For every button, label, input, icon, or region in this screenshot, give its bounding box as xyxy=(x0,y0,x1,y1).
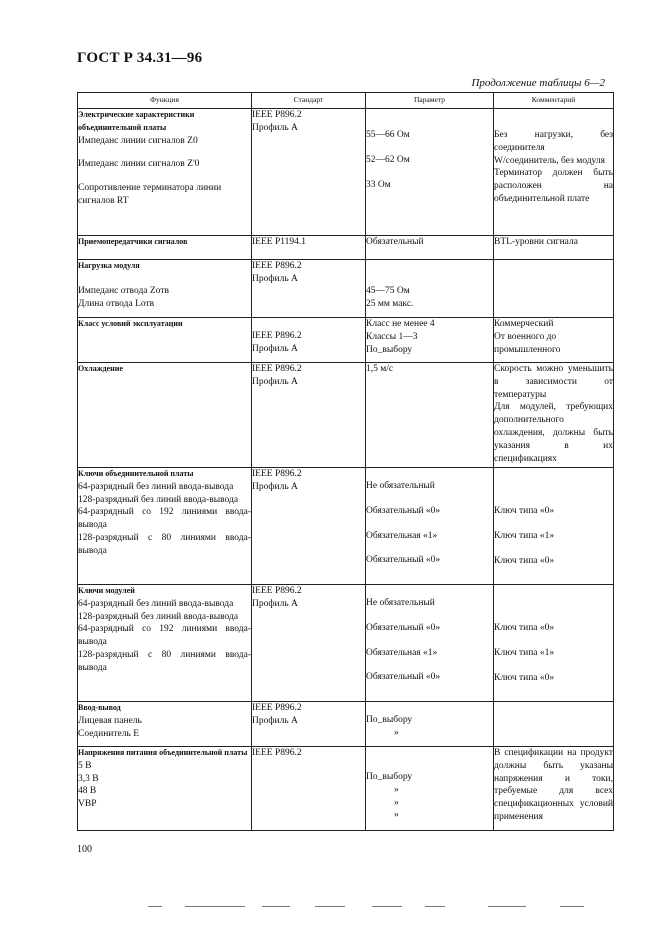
comment-cell xyxy=(494,585,614,702)
parameter-value: По_выбору xyxy=(366,344,413,355)
comment-text: Ключ типа «1» xyxy=(494,647,555,658)
column-header-function: Функция xyxy=(78,93,252,109)
parameter-cell xyxy=(366,236,494,260)
comment-text: Скорость можно уменьшить в зависимости от температуры xyxy=(494,364,613,400)
standard-line: IEEE P896.2 xyxy=(252,469,302,479)
comment-cell xyxy=(494,318,614,363)
parameter-value: Обязательный «0» xyxy=(366,672,441,683)
table-row xyxy=(78,585,614,702)
function-title: Охлаждение xyxy=(78,364,123,373)
page-number: 100 xyxy=(77,844,92,855)
standard-line: IEEE P896.2 xyxy=(252,586,302,596)
column-header-standard: Стандарт xyxy=(252,93,366,109)
scan-artifact-line xyxy=(315,906,345,907)
comment-text: Ключ типа «0» xyxy=(494,672,555,683)
function-line: 128-разрядный без линий ввода-вывода xyxy=(78,611,239,622)
function-cell xyxy=(78,260,252,318)
table-row xyxy=(78,236,614,260)
parameter-cell xyxy=(366,260,494,318)
comment-text: Коммерческий xyxy=(494,319,554,329)
comment-text: Ключ типа «0» xyxy=(494,555,555,566)
table-row xyxy=(78,318,614,363)
standard-cell xyxy=(252,236,366,260)
function-title: Электрические характеристики объединительной платы xyxy=(78,110,195,132)
parameter-value: Класс не менее 4 xyxy=(366,319,435,329)
comment-text: В спецификации на продукт должны быть указаны напряжения и токи, требуемые для всех спецификационных условий применения xyxy=(494,748,613,822)
standard-cell xyxy=(252,585,366,702)
function-line: 3,3 В xyxy=(78,773,99,784)
comment-text: Ключ типа «0» xyxy=(494,506,555,516)
comment-cell xyxy=(494,468,614,585)
standard-cell xyxy=(252,260,366,318)
standard-line: Профиль А xyxy=(252,376,298,387)
parameter-value: Обязательный «0» xyxy=(366,555,441,566)
parameter-cell xyxy=(366,747,494,831)
standard-cell xyxy=(252,702,366,747)
function-line: 64-разрядный со 192 линиями ввода-вывода xyxy=(78,624,251,648)
parameter-value: 52—62 Ом xyxy=(366,154,410,165)
function-title: Ключи модулей xyxy=(78,586,135,595)
table-row xyxy=(78,363,614,468)
table-row xyxy=(78,747,614,831)
comment-text: Без нагрузки, без соединителя xyxy=(494,130,613,153)
standard-cell xyxy=(252,109,366,236)
document-header: ГОСТ Р 34.31—96 xyxy=(77,50,203,66)
parameter-value: Обязательная «1» xyxy=(366,530,438,541)
comment-text: Терминатор должен быть расположен на объединительной плате xyxy=(494,168,613,204)
function-line: Сопротивление терминатора линии сигналов RT xyxy=(78,183,222,206)
comment-cell xyxy=(494,747,614,831)
comment-cell xyxy=(494,109,614,236)
parameter-value: Классы 1—3 xyxy=(366,331,418,342)
parameter-value: Обязательная «1» xyxy=(366,647,438,658)
ditto-mark: » xyxy=(394,810,399,821)
function-line: VBP xyxy=(78,799,97,810)
function-line: 64-разрядный без линий ввода-вывода xyxy=(78,598,234,609)
parameter-cell xyxy=(366,109,494,236)
parameter-cell xyxy=(366,468,494,585)
scan-artifact-line xyxy=(185,906,245,907)
parameter-value: 33 Ом xyxy=(366,179,391,190)
parameter-value: 45—75 Ом xyxy=(366,286,410,296)
parameter-cell xyxy=(366,363,494,468)
scan-artifact-line xyxy=(488,906,526,907)
standard-line: IEEE P896.2 xyxy=(252,110,302,120)
table-row xyxy=(78,260,614,318)
standard-cell xyxy=(252,747,366,831)
function-cell xyxy=(78,468,252,585)
parameter-value: Обязательный «0» xyxy=(366,505,441,516)
comment-text: От военного до промышленного xyxy=(494,331,561,355)
scan-artifact-line xyxy=(262,906,290,907)
comment-text: Ключ типа «0» xyxy=(494,623,555,633)
function-line: 5 В xyxy=(78,760,92,771)
standard-line: IEEE P896.2 xyxy=(252,331,302,341)
comment-text: W/соединитель, без модуля xyxy=(494,155,605,166)
comment-text: Для модулей, требующих дополнительного охлаждения, должны быть указания в их спецификациях xyxy=(494,402,613,464)
function-cell xyxy=(78,109,252,236)
table-header-row xyxy=(78,93,614,109)
comment-cell xyxy=(494,363,614,468)
standard-line: Профиль А xyxy=(252,343,298,354)
function-line: 128-разрядный без линий ввода-вывода xyxy=(78,494,239,505)
function-cell xyxy=(78,363,252,468)
column-header-comment: Комментарий xyxy=(494,93,614,109)
function-title: Ключи объединительной платы xyxy=(78,469,194,478)
table-continuation-label: Продолжение таблицы 6—2 xyxy=(471,77,605,89)
function-line: 64-разрядный со 192 линиями ввода-вывода xyxy=(78,507,251,531)
function-cell xyxy=(78,702,252,747)
ditto-mark: » xyxy=(394,784,399,795)
parameter-cell xyxy=(366,318,494,363)
table-row xyxy=(78,468,614,585)
function-line: 48 В xyxy=(78,786,97,797)
comment-cell xyxy=(494,702,614,747)
function-line: Импеданс линии сигналов Z0 xyxy=(78,135,198,146)
parameter-value: Не обязательный xyxy=(366,481,435,491)
standard-line: Профиль А xyxy=(252,273,298,284)
parameter-value: По_выбору xyxy=(366,772,413,782)
function-line: Соединитель Е xyxy=(78,728,139,739)
parameter-cell xyxy=(366,585,494,702)
comment-text: Ключ типа «1» xyxy=(494,530,555,541)
comment-text: BTL-уровни сигнала xyxy=(494,237,578,247)
standard-cell xyxy=(252,318,366,363)
spec-table xyxy=(77,92,614,831)
standard-line: Профиль А xyxy=(252,598,298,609)
parameter-value: 1,5 м/с xyxy=(366,364,394,374)
function-cell xyxy=(78,747,252,831)
scan-artifact-line xyxy=(560,906,584,907)
function-line: Лицевая панель xyxy=(78,715,142,726)
scan-artifact-line xyxy=(372,906,402,907)
table-row xyxy=(78,109,614,236)
standard-line: IEEE P896.2 xyxy=(252,748,302,758)
standard-line: IEEE P896.2 xyxy=(252,364,302,374)
function-line: 64-разрядный без линий ввода-вывода xyxy=(78,481,234,492)
standard-cell xyxy=(252,468,366,585)
comment-cell xyxy=(494,236,614,260)
parameter-value: По_выбору xyxy=(366,715,413,725)
parameter-cell xyxy=(366,702,494,747)
function-line: Длина отвода Lотв xyxy=(78,298,155,309)
ditto-mark: » xyxy=(394,797,399,808)
scan-artifact-line xyxy=(148,906,162,907)
standard-line: Профиль А xyxy=(252,715,298,726)
function-title: Напряжения питания объединительной платы xyxy=(78,748,248,757)
function-title: Приемопередатчики сигналов xyxy=(78,237,188,246)
column-header-parameter: Параметр xyxy=(366,93,494,109)
function-line: 128-разрядный с 80 линиями ввода-вывода xyxy=(78,532,251,556)
function-title: Нагрузка модуля xyxy=(78,261,140,270)
standard-line: IEEE P896.2 xyxy=(252,703,302,713)
parameter-value: Обязательный «0» xyxy=(366,622,441,633)
comment-cell xyxy=(494,260,614,318)
standard-line: Профиль А xyxy=(252,122,298,133)
function-cell xyxy=(78,585,252,702)
standard-line: IEEE P896.2 xyxy=(252,261,302,271)
function-cell xyxy=(78,236,252,260)
parameter-value: 55—66 Ом xyxy=(366,130,410,140)
table-row xyxy=(78,702,614,747)
parameter-value: 25 мм макс. xyxy=(366,298,414,309)
parameter-value: Не обязательный xyxy=(366,598,435,608)
standard-line: Профиль А xyxy=(252,481,298,492)
standard-cell xyxy=(252,363,366,468)
function-cell xyxy=(78,318,252,363)
function-title: Ввод-вывод xyxy=(78,703,121,712)
ditto-mark: » xyxy=(394,727,399,738)
parameter-value: Обязательный xyxy=(366,237,424,247)
function-line: 128-разрядный с 80 линиями ввода-вывода xyxy=(78,649,251,673)
standard-line: IEEE P1194.1 xyxy=(252,237,307,247)
scan-artifact-line xyxy=(425,906,445,907)
function-title: Класс условий эксплуатации xyxy=(78,319,183,328)
function-line: Импеданс линии сигналов Z'0 xyxy=(78,159,200,170)
function-line: Импеданс отвода Zотв xyxy=(78,285,169,296)
